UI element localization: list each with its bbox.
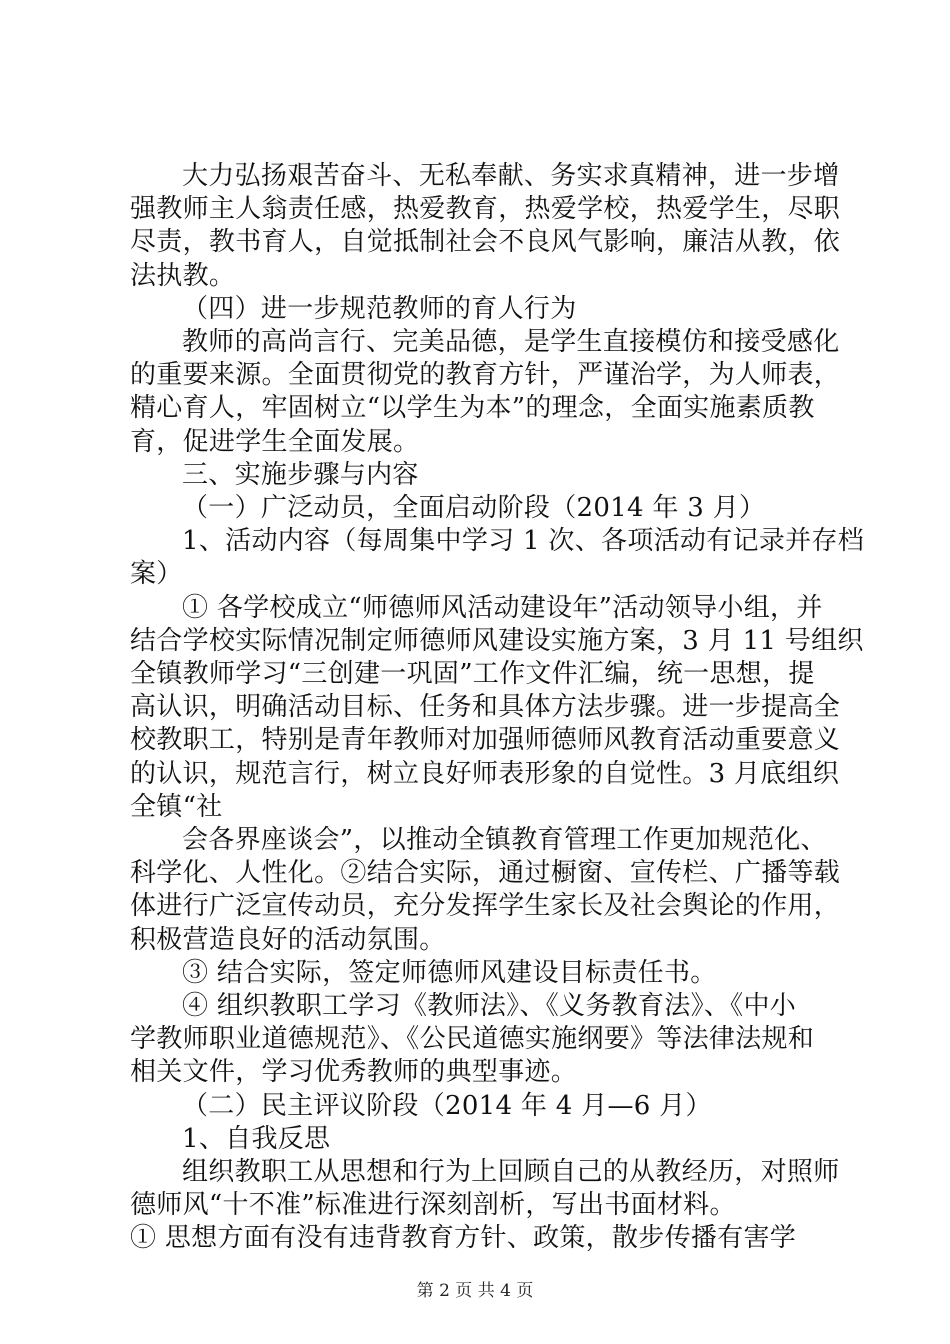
section-heading: （二）民主评议阶段（2014 年 4 月—6 月） <box>182 1090 712 1121</box>
paragraph-line: 的认识，规范言行，树立良好师表形象的自觉性。3 月底组织 <box>130 758 840 789</box>
paragraph-line: 育，促进学生全面发展。 <box>130 426 420 457</box>
paragraph-line: 大力弘扬艰苦奋斗、无私奉献、务实求真精神，进一步增 <box>182 161 840 191</box>
paragraph-line: 体进行广泛宣传动员，充分发挥学生家长及社会舆论的作用， <box>130 891 841 922</box>
section-heading: （一）广泛动员，全面启动阶段（2014 年 3 月） <box>182 493 766 523</box>
paragraph-line: 结合学校实际情况制定师德师风建设实施方案，3 月 11 号组织 <box>130 625 864 656</box>
paragraph-line: 强教师主人翁责任感，热爱教育，热爱学校，热爱学生，尽职 <box>130 194 841 225</box>
paragraph-line: 相关文件，学习优秀教师的典型事迹。 <box>130 1057 578 1088</box>
paragraph-line: ③ 结合实际，签定师德师风建设目标责任书。 <box>182 957 717 988</box>
paragraph-line: ① 思想方面有没有违背教育方针、政策，散步传播有害学 <box>130 1223 797 1254</box>
paragraph-line: 全镇教师学习“三创建一巩固”工作文件汇编，统一思想，提 <box>130 659 815 689</box>
section-heading: 1、自我反思 <box>182 1123 331 1154</box>
section-heading: （四）进一步规范教师的育人行为 <box>182 293 577 324</box>
paragraph-line: 精心育人，牢固树立“以学生为本”的理念，全面实施素质教 <box>130 393 815 424</box>
paragraph-line: 校教职工，特别是青年教师对加强师德师风教育活动重要意义 <box>130 725 841 756</box>
paragraph-line: 教师的高尚言行、完美品德，是学生直接模仿和接受感化 <box>182 327 840 357</box>
paragraph-line: 1、活动内容（每周集中学习 1 次、各项活动有记录并存档 <box>182 526 865 557</box>
paragraph-line: ① 各学校成立“师德师风活动建设年”活动领导小组，并 <box>182 592 823 623</box>
paragraph-line: 案） <box>130 559 183 590</box>
paragraph-line: 全镇“社 <box>130 791 223 822</box>
paragraph-line: 组织教职工从思想和行为上回顾自己的从教经历，对照师 <box>182 1157 840 1187</box>
section-heading: 三、实施步骤与内容 <box>182 459 419 490</box>
paragraph-line: ④ 组织教职工学习《教师法》、《义务教育法》、《中小 <box>182 991 797 1021</box>
paragraph-line: 积极营造良好的活动氛围。 <box>130 924 446 955</box>
paragraph-line: 尽责，教书育人，自觉抵制社会不良风气影响，廉洁从教，依 <box>130 227 841 258</box>
paragraph-line: 高认识，明确活动目标、任务和具体方法步骤。进一步提高全 <box>130 692 841 723</box>
page-number-footer: 第 2 页 共 4 页 <box>416 1280 534 1301</box>
paragraph-line: 法执教。 <box>130 260 236 291</box>
paragraph-line: 学教师职业道德规范》、《公民道德实施纲要》等法律法规和 <box>130 1024 815 1055</box>
paragraph-line: 德师风“十不准”标准进行深刻剖析，写出书面材料。 <box>130 1190 736 1221</box>
paragraph-line: 的重要来源。全面贯彻党的教育方针，严谨治学，为人师表， <box>130 360 841 391</box>
paragraph-line: 会各界座谈会”，以推动全镇教育管理工作更加规范化、 <box>182 825 827 855</box>
paragraph-line: 科学化、人性化。②结合实际，通过橱窗、宣传栏、广播等载 <box>130 858 841 889</box>
